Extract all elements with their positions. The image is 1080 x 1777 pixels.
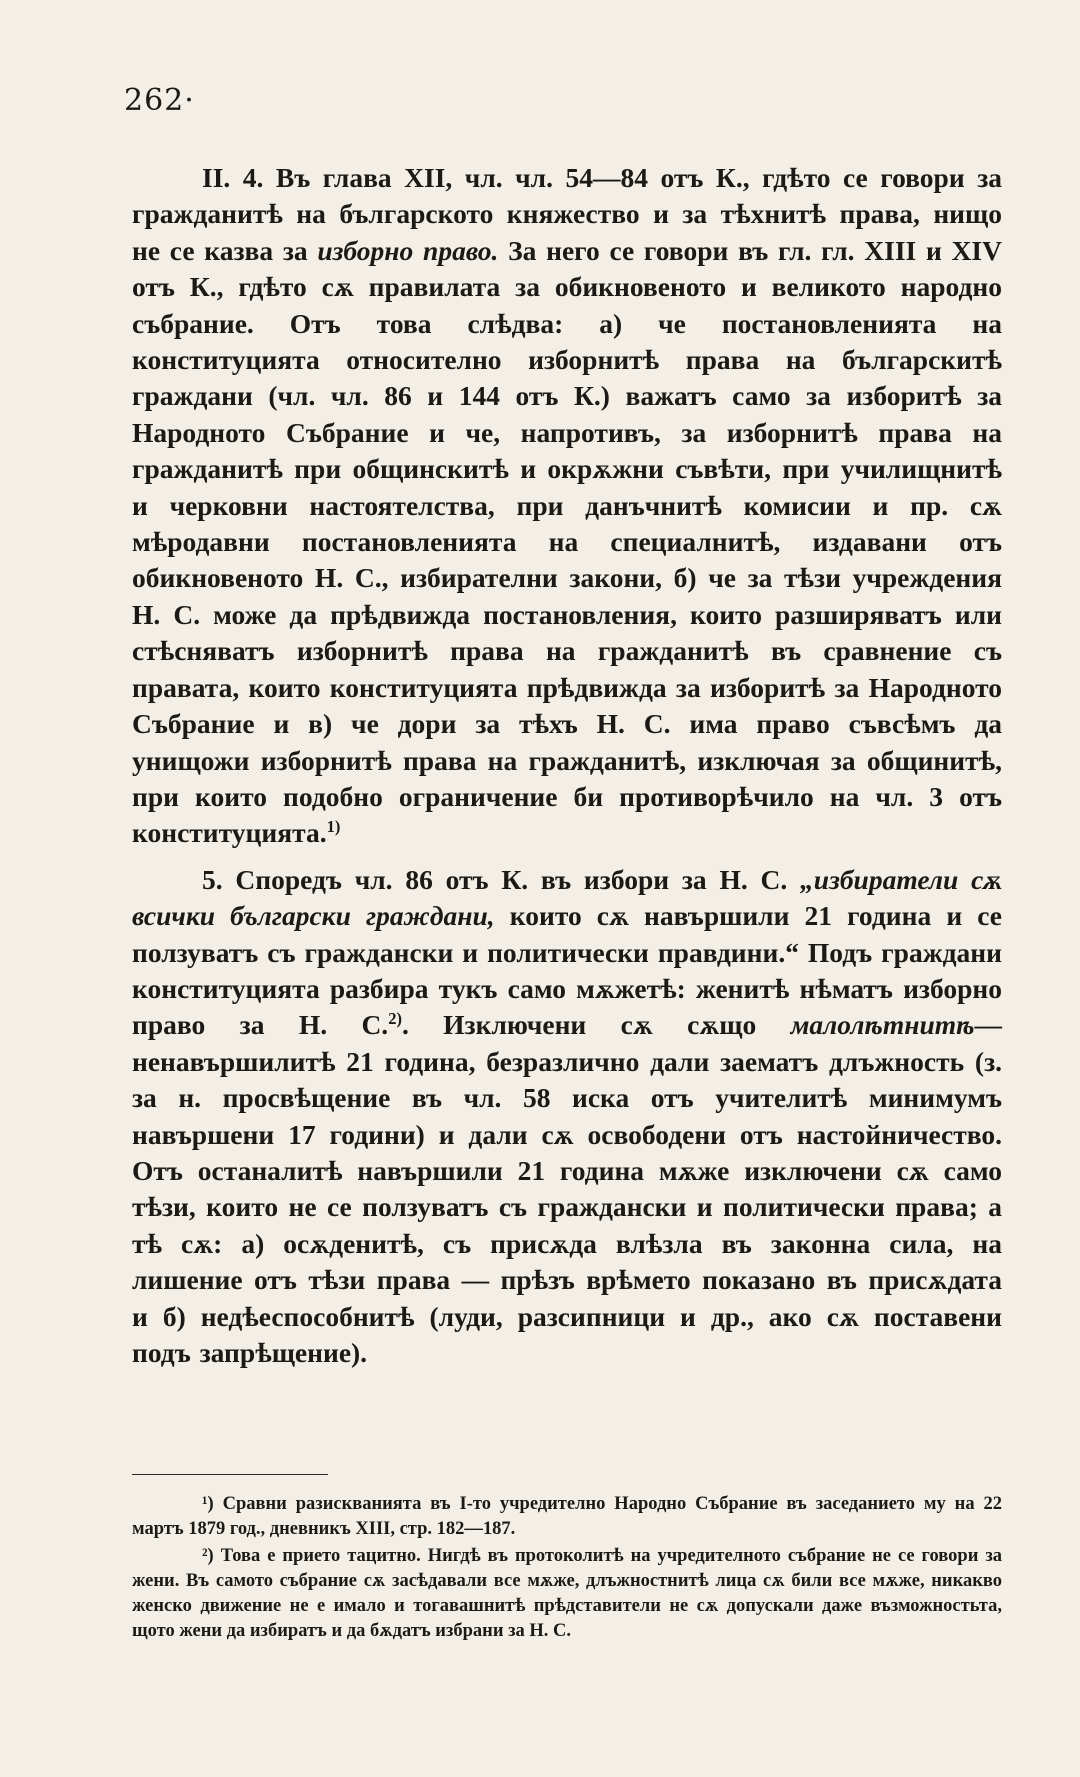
paragraph-5-italic-2: малолѣтнитѣ bbox=[790, 1009, 975, 1041]
footnotes bbox=[132, 1492, 1002, 1644]
footnote-2 bbox=[132, 1544, 1002, 1644]
paragraph-5-italic-1: „избиратели сѫ всички български граждани, bbox=[132, 863, 1003, 932]
footnote-1-marker: ¹) bbox=[202, 1494, 214, 1514]
footnote-ref-2: 2) bbox=[388, 1009, 402, 1029]
paragraph-4-italic-1: изборно право. bbox=[317, 234, 499, 266]
footnote-2-marker: ²) bbox=[202, 1546, 214, 1566]
main-text bbox=[132, 160, 1002, 1371]
paragraph-4-text-1: II. 4. Въ глава XII, чл. чл. 54—84 отъ К., гдѣто се говори за гражданитѣ на българското княжество и за тѣхнитѣ права, нищо не се казва за bbox=[132, 162, 1002, 266]
footnote-2-text: Това е прието тацитно. Нигдѣ въ протоколитѣ на учредителното събрание не се говори за жени. Въ самото събрание сѫ засѣдавали все мѫже, длъжностнитѣ лица сѫ били все мѫже, никакво женско движение не е имало и тогавашнитѣ прѣдставители не сѫ допускали даже възможностьта, щото жени да избиратъ и да бѫдатъ избрани за Н. С. bbox=[132, 1546, 1003, 1641]
footnote-ref-1: 1) bbox=[326, 817, 341, 837]
paragraph-5-text-1: 5. Споредъ чл. 86 отъ К. въ избори за Н. С. bbox=[202, 863, 801, 895]
paragraph-5-text-2: които сѫ навършили 21 година и се ползуватъ съ граждански и политически правдини.“ Подъ граждани конституцията разбира тукъ само мѫжетѣ: женитѣ нѣматъ изборно право за Н. С. bbox=[132, 900, 1002, 1041]
page-number: 262· bbox=[124, 83, 195, 118]
footnote-1 bbox=[132, 1492, 1002, 1542]
footnote-1-text: Сравни разискванията въ I-то учредително Народно Събрание въ заседанието му на 22 мартъ 1879 год., дневникъ XIII, стр. 182—187. bbox=[132, 1494, 1002, 1539]
paragraph-section-4 bbox=[132, 160, 1002, 852]
paragraph-section-5 bbox=[132, 862, 1002, 1372]
paragraph-4-text-2: За него се говори въ гл. гл. XIII и XIV отъ К., гдѣто сѫ правилата за обикновеното и великото народно събрание. Отъ това слѣдва: а) че постановленията на конституцията относително изборнитѣ права на българскитѣ граждани (чл. чл. 86 и 144 отъ К.) важатъ само за изборитѣ за Народното Събрание и че, напротивъ, за изборнитѣ права на гражданитѣ при общинскитѣ и окрѫжни съвѣти, при училищнитѣ и черковни настоятелства, при данъчнитѣ комисии и пр. сѫ мѣродавни постановленията на специалнитѣ, издавани отъ обикновеното Н. С., избирателни закони, б) че за тѣзи учреждения Н. С. може да прѣдвижда постановления, които разширяватъ или стѣсняватъ изборнитѣ права на гражданитѣ въ сравнение съ правата, които конституцията прѣдвижда за изборитѣ за Народното Събрание и в) че дори за тѣхъ Н. С. има право съвсѣмъ да унищожи изборнитѣ права на гражданитѣ, изключая за общинитѣ, при които подобно ограничение би противорѣчило на чл. 3 отъ конституцията. bbox=[132, 234, 1002, 849]
paragraph-5-text-3: . Изключени сѫ сѫщо bbox=[401, 1009, 791, 1041]
footnote-divider bbox=[132, 1474, 328, 1475]
paragraph-5-text-4: —ненавършилитѣ 21 година, безразлично дали заематъ длъжность (з. за н. просвѣщение въ чл. 58 иска отъ учителитѣ минимумъ навършени 17 години) и дали сѫ освободени отъ настойничество. Отъ останалитѣ навършили 21 година мѫже изключени сѫ само тѣзи, които не се ползуватъ съ граждански и политически права; а тѣ сѫ: а) осѫденитѣ, съ присѫда влѣзла въ законна сила, на лишение отъ тѣзи права — прѣзъ врѣмето показано въ присѫдата и б) недѣеспособнитѣ (луди, разсипници и др., ако сѫ поставени подъ запрѣщение). bbox=[132, 1009, 1002, 1368]
